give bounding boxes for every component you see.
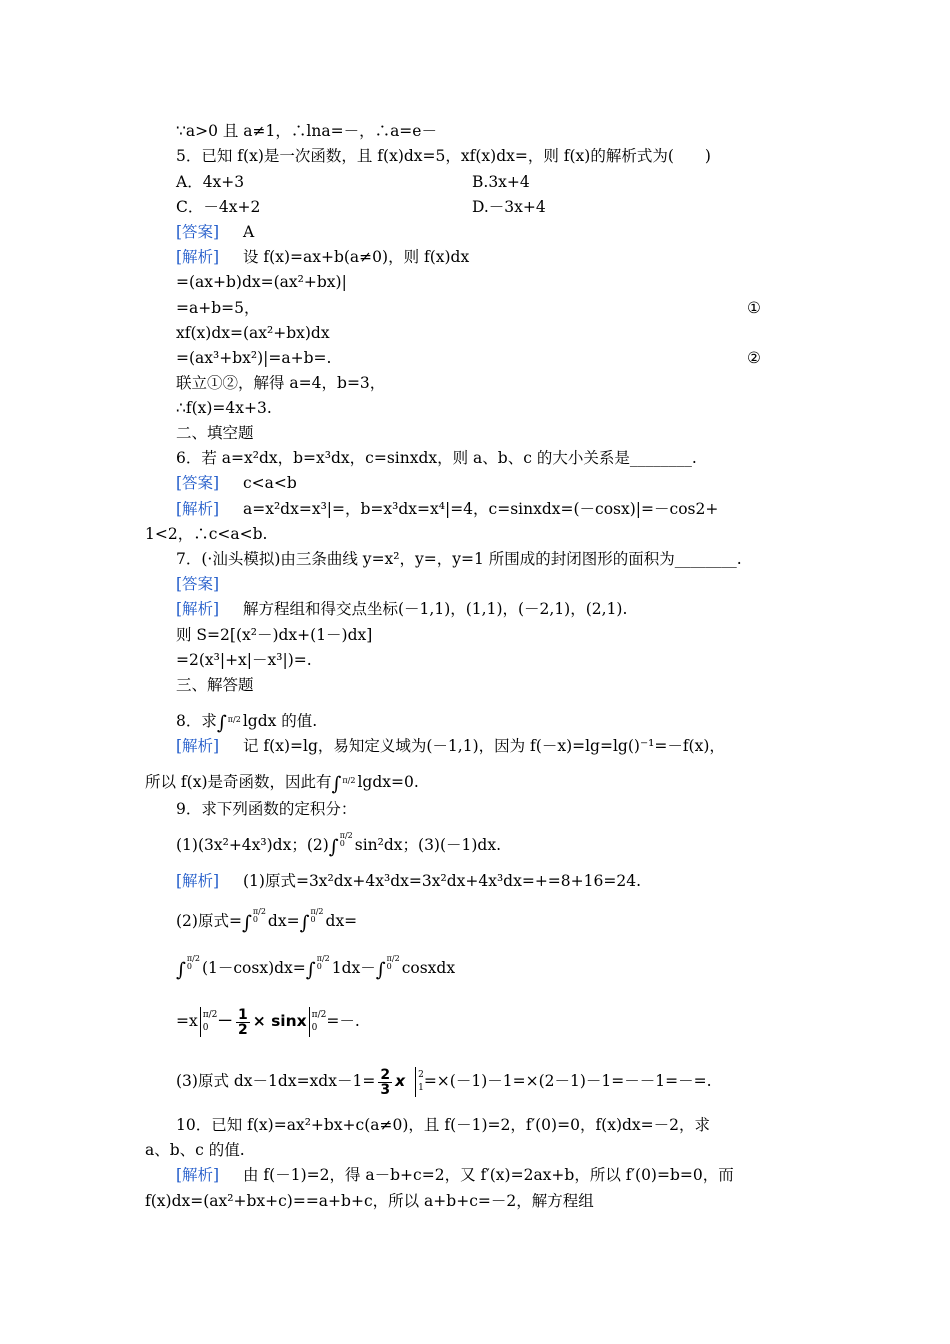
text-line <box>0 120 950 142</box>
answer-value: c<a<b <box>243 474 297 492</box>
option-a: A．4x+3 <box>176 173 245 191</box>
integral-limits <box>228 716 241 724</box>
question-stem: 6．若 a=x²dx，b=x³dx，c=sinxdx，则 a、b、c 的大小关系是________. <box>176 449 697 467</box>
analysis-text: xf(x)dx=(ax²+bx)dx <box>176 324 330 342</box>
given-condition: ∵a>0 且 a≠1，∴lna=－，∴a=e－ <box>176 122 437 140</box>
integral-sign-icon: ∫ <box>216 712 227 734</box>
lower-limit: 1 <box>418 1083 424 1093</box>
text-line <box>0 372 950 394</box>
text-line <box>0 907 950 934</box>
analysis-tag: [解析] <box>176 737 220 755</box>
answer-value: A <box>243 223 255 241</box>
integral-limits <box>317 955 330 971</box>
analysis-line <box>0 735 950 757</box>
subquestion-1: (1)(3x²+4x³)dx；(2) <box>176 836 329 854</box>
option-c: C．－4x+2 <box>176 198 261 216</box>
evaluation-bar <box>415 1067 416 1097</box>
upper-limit: π/2 <box>227 715 241 724</box>
analysis-text: 解方程组和得交点坐标(－1,1)，(1,1)，(－2,1)，(2,1). <box>243 600 628 618</box>
text-line <box>0 397 950 419</box>
analysis-text: 记 f(x)=lg，易知定义域为(－1,1)，因为 f(－x)=lg=lg()⁻¹=－f(x)， <box>243 737 725 755</box>
analysis-text: ∴f(x)=4x+3. <box>176 399 272 417</box>
analysis-tag: [解析] <box>176 600 220 618</box>
section-heading <box>0 422 950 444</box>
text-line <box>0 1190 950 1212</box>
upper-limit: π/2 <box>311 1010 327 1020</box>
evaluation-limits <box>203 1009 218 1035</box>
integral-sign-icon: ∫ <box>375 959 386 981</box>
option-b: B.3x+4 <box>472 173 530 191</box>
analysis-text: 则 S=2[(x²－)dx+(1－)dx] <box>176 626 373 644</box>
analysis-line <box>0 870 950 892</box>
analysis-line <box>0 1164 950 1186</box>
analysis-text: =(ax+b)dx=(ax²+bx)| <box>176 273 347 291</box>
text-suffix: lgdx=0. <box>357 773 419 791</box>
integral-limits <box>187 955 200 971</box>
text-line <box>0 322 950 344</box>
question-stem: 5．已知 f(x)是一次函数，且 f(x)dx=5，xf(x)dx=，则 f(x)的解析式为( ) <box>176 147 711 165</box>
question-stem <box>176 710 317 734</box>
text-line <box>0 624 950 646</box>
analysis-text: f(x)dx=(ax²+bx+c)==a+b+c，所以 a+b+c=－2，解方程组 <box>145 1192 594 1210</box>
analysis-line <box>0 598 950 620</box>
subquestions-line <box>0 831 950 858</box>
denominator: 2 <box>237 1021 248 1038</box>
question-stem: 10．已知 f(x)=ax²+bx+c(a≠0)，且 f(－1)=2，f′(0)=0，f(x)dx=－2，求 <box>176 1116 711 1134</box>
analysis-line <box>0 246 950 268</box>
equation-marker: ② <box>747 349 761 367</box>
answer-tag: [答案] <box>176 223 220 241</box>
analysis-text <box>176 1006 360 1037</box>
question-stem: 9．求下列函数的定积分： <box>176 800 357 818</box>
integral-limits <box>342 777 355 785</box>
text-part: =×(－1)－1=×(2－1)－1=－－1=－=. <box>423 1072 712 1090</box>
upper-limit: π/2 <box>310 907 324 916</box>
answer-tag: [答案] <box>176 575 220 593</box>
numerator: 1 <box>237 1006 248 1023</box>
analysis-text: =2(x³|+x|－x³|)=. <box>176 651 312 669</box>
upper-limit: π/2 <box>202 1010 218 1020</box>
text-line <box>0 1139 950 1161</box>
analysis-tag: [解析] <box>176 1166 220 1184</box>
lower-limit: 0 <box>202 1023 209 1033</box>
integral-limits <box>340 832 353 848</box>
denominator: 3 <box>380 1081 391 1098</box>
text-line <box>0 297 950 319</box>
answer-tag: [答案] <box>176 474 220 492</box>
analysis-text <box>176 955 455 981</box>
analysis-text <box>145 771 419 795</box>
evaluation-bar <box>309 1007 310 1037</box>
analysis-text: 联立①②，解得 a=4，b=3， <box>176 374 386 392</box>
text-line <box>0 271 950 293</box>
lower-limit: 0 <box>386 962 392 971</box>
upper-limit: π/2 <box>186 954 200 963</box>
question-stem: a、b、c 的值. <box>145 1141 245 1159</box>
analysis-text: 1<2，∴c<a<b. <box>145 525 268 543</box>
text-line <box>0 523 950 545</box>
analysis-text <box>176 1066 712 1097</box>
subquestions <box>176 832 501 858</box>
question-5 <box>0 145 950 167</box>
integral-sign-icon: ∫ <box>328 836 339 858</box>
lower-limit: 0 <box>339 839 345 848</box>
integral-sign-icon: ∫ <box>176 959 186 981</box>
options-row <box>0 171 950 193</box>
subquestion-2-3: sin²dx；(3)(－1)dx. <box>354 836 502 854</box>
analysis-tag: [解析] <box>176 248 220 266</box>
upper-limit: π/2 <box>386 954 400 963</box>
text-line <box>0 649 950 671</box>
lower-limit: 0 <box>316 962 322 971</box>
text-part: =－. <box>326 1012 360 1030</box>
text-prefix: 所以 f(x)是奇函数，因此有 <box>145 773 332 791</box>
lower-limit: 0 <box>311 1023 318 1033</box>
analysis-text: 由 f(－1)=2，得 a－b+c=2，又 f′(x)=2ax+b，所以 f′(0)=b=0，而 <box>243 1166 734 1184</box>
text-part: dx= <box>325 912 358 930</box>
sinx-term: × sinx <box>252 1012 307 1030</box>
evaluation-bar <box>200 1007 201 1037</box>
text-part: (1－cosx)dx= <box>201 959 306 977</box>
text-part: dx= <box>267 912 300 930</box>
x-power-term: x <box>395 1072 406 1090</box>
analysis-tag: [解析] <box>176 872 220 890</box>
answer-line <box>0 472 950 494</box>
analysis-text: =(ax³+bx²)|=a+b=. <box>176 349 332 367</box>
section-title: 二、填空题 <box>176 424 254 442</box>
analysis-text: a=x²dx=x³|=，b=x³dx=x⁴|=4，c=sinxdx=(－cosx)|=－cos2+ <box>243 500 719 518</box>
text-line <box>0 954 950 981</box>
text-line <box>0 347 950 369</box>
integral-sign-icon: ∫ <box>299 912 310 934</box>
upper-limit: π/2 <box>252 907 266 916</box>
text-part: (2)原式= <box>176 912 242 930</box>
question-9 <box>0 798 950 820</box>
text-line <box>0 771 950 793</box>
analysis-tag: [解析] <box>176 500 220 518</box>
stem-prefix: 8．求 <box>176 712 217 730</box>
analysis-text: =a+b=5， <box>176 299 260 317</box>
analysis-text: (1)原式=3x²dx+4x³dx=3x²dx+4x³dx=+=8+16=24. <box>243 872 641 890</box>
question-10 <box>0 1114 950 1136</box>
answer-line <box>0 573 950 595</box>
question-6 <box>0 447 950 469</box>
fraction-two-thirds <box>378 1068 392 1097</box>
answer-line <box>0 221 950 243</box>
minus-sign: － <box>217 1012 233 1030</box>
integral-sign-icon: ∫ <box>241 912 252 934</box>
integral-limits <box>253 908 266 924</box>
text-part: cosxdx <box>401 959 456 977</box>
upper-limit: π/2 <box>339 831 353 840</box>
analysis-line <box>0 498 950 520</box>
question-stem: 7．(·汕头模拟)由三条曲线 y=x²，y=，y=1 所围成的封闭图形的面积为________. <box>176 550 742 568</box>
integral-sign-icon: ∫ <box>305 959 316 981</box>
text-part: (3)原式 dx－1dx=xdx－1= <box>176 1072 376 1090</box>
equation-marker: ① <box>747 299 761 317</box>
text-part: 1dx－ <box>331 959 376 977</box>
question-7 <box>0 548 950 570</box>
integral-limits <box>387 955 400 971</box>
fraction-one-half <box>236 1008 250 1037</box>
upper-limit: 2 <box>418 1070 424 1080</box>
lower-limit: 0 <box>186 962 192 971</box>
analysis-text <box>176 908 357 934</box>
analysis-text: 设 f(x)=ax+b(a≠0)，则 f(x)dx <box>243 248 470 266</box>
text-line <box>0 1006 950 1036</box>
stem-suffix: lgdx 的值. <box>242 712 318 730</box>
upper-limit: π/2 <box>342 776 356 785</box>
text-line <box>0 1066 950 1096</box>
upper-limit: π/2 <box>316 954 330 963</box>
text-part: =x <box>176 1012 198 1030</box>
section-title: 三、解答题 <box>176 676 254 694</box>
numerator: 2 <box>380 1066 391 1083</box>
integral-limits <box>310 908 323 924</box>
options-row <box>0 196 950 218</box>
lower-limit: 0 <box>310 915 316 924</box>
evaluation-limits <box>312 1009 327 1035</box>
lower-limit: 0 <box>252 915 258 924</box>
option-d: D.－3x+4 <box>472 198 546 216</box>
integral-sign-icon: ∫ <box>331 773 342 795</box>
question-8 <box>0 710 950 732</box>
section-heading <box>0 674 950 696</box>
